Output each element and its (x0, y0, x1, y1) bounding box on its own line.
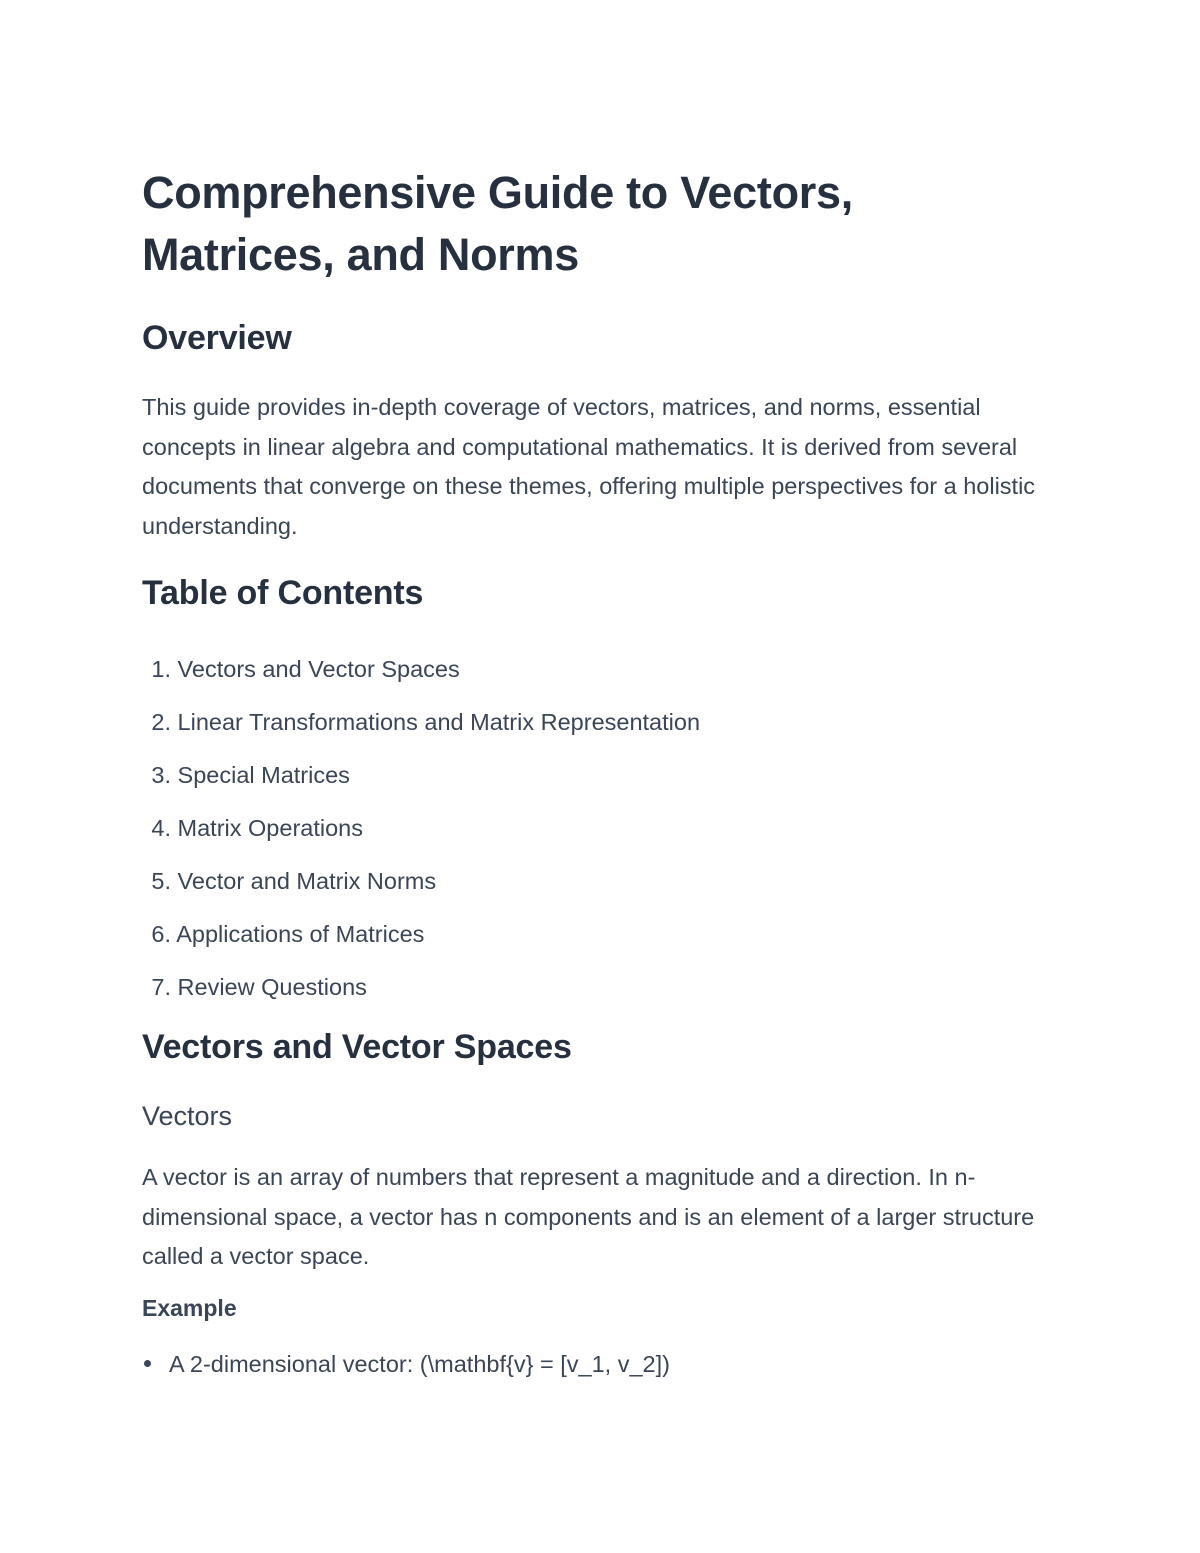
toc-item[interactable] (142, 908, 700, 961)
vectors-paragraph: A vector is an array of numbers that represent a magnitude and a direction. In n-dimensional space, a vector has n components and is an element of a larger structure called a vector space. (142, 1164, 1035, 1269)
toc-item-number: 7. (151, 974, 171, 1000)
toc-item-label[interactable]: Review Questions (177, 974, 367, 1000)
overview-heading: Overview (142, 319, 292, 357)
vectors-subheading: Vectors (142, 1101, 233, 1131)
toc-item-number: 2. (151, 709, 171, 735)
toc-item-label[interactable]: Linear Transformations and Matrix Representation (177, 709, 701, 735)
overview-paragraph: This guide provides in-depth coverage of vectors, matrices, and norms, essential concepts in linear algebra and computational mathematics. It is derived from several documents that converge on these themes, offering multiple perspectives for a holistic understanding. (142, 394, 1036, 539)
example-heading: Example (142, 1295, 237, 1321)
toc-item[interactable] (142, 961, 700, 1014)
toc-item-number: 1. (151, 656, 171, 682)
toc-item[interactable] (142, 749, 700, 802)
toc-item-label[interactable]: Special Matrices (177, 762, 350, 788)
bullet-icon (144, 1360, 151, 1367)
vectors-section-heading: Vectors and Vector Spaces (142, 1028, 572, 1066)
toc-item[interactable] (142, 802, 700, 855)
toc-item-number: 3. (151, 762, 171, 788)
document-title: Comprehensive Guide to Vectors, Matrices, and Norms (142, 167, 853, 280)
toc-item[interactable] (142, 855, 700, 908)
table-of-contents (142, 643, 700, 1014)
toc-heading: Table of Contents (142, 574, 424, 612)
toc-item-label[interactable]: Vectors and Vector Spaces (177, 656, 460, 682)
toc-item-number: 6. (151, 921, 171, 947)
toc-item[interactable] (142, 696, 700, 749)
example-list (142, 1344, 670, 1384)
toc-item-label[interactable]: Matrix Operations (177, 815, 363, 841)
toc-item-label[interactable]: Vector and Matrix Norms (177, 868, 437, 894)
list-item-text: A 2-dimensional vector: (\mathbf{v} = [v_1, v_2]) (169, 1351, 670, 1377)
toc-item-number: 4. (151, 815, 171, 841)
toc-item-label[interactable]: Applications of Matrices (176, 921, 425, 947)
toc-item[interactable] (142, 643, 700, 696)
list-item (142, 1344, 670, 1384)
toc-item-number: 5. (151, 868, 171, 894)
